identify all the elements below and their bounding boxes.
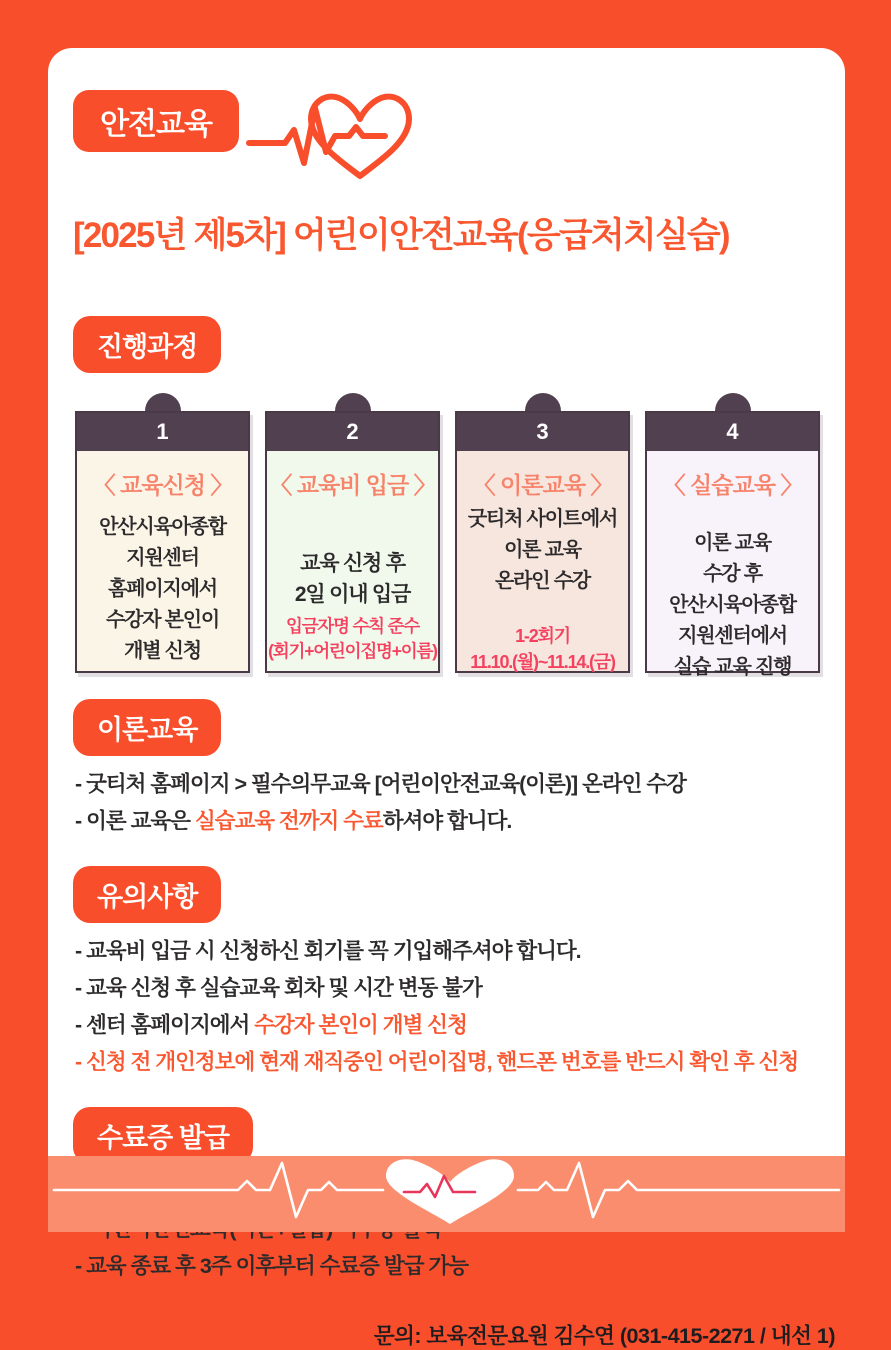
process-step-card-4 (645, 393, 820, 678)
category-badge: 안전교육 (73, 90, 239, 152)
step-title: 〈 이론교육 〉 (472, 472, 613, 498)
step-body: 이론 교육 수강 후 안산시육아종합 지원센터에서 실습 교육 진행 (669, 532, 796, 678)
step-body: 굿티처 사이트에서 이론 교육 온라인 수강 (467, 508, 618, 592)
step-body: 안산시육아종합 지원센터 홈페이지에서 수강자 본인이 개별 신청 (99, 516, 226, 662)
section-badge-theory: 이론교육 (73, 699, 221, 756)
step-number: 2 (267, 413, 438, 451)
step-number: 4 (647, 413, 818, 451)
process-steps (75, 393, 820, 678)
bullet-line: - 이론 교육은 실습교육 전까지 수료하셔야 합니다. (75, 809, 512, 833)
contact-info: 문의: 보육전문요원 김수연 (031-415-2271 / 내선 1) (373, 1324, 835, 1348)
heartbeat-heart-icon (247, 90, 417, 188)
step-body: 교육 신청 후 2일 이내 입금 (294, 552, 411, 606)
bullet-line: - 교육 신청 후 실습교육 회차 및 시간 변동 불가 (75, 976, 482, 1000)
bullet-line: - 교육비 입금 시 신청하신 회기를 꼭 기입해주셔야 합니다. (75, 939, 581, 963)
process-step-card-3 (455, 393, 630, 673)
process-step-card-2 (265, 393, 440, 673)
ekg-heart-band (48, 1156, 845, 1232)
step-title: 〈 교육신청 〉 (92, 472, 233, 498)
bullet-line: - 굿티처 홈페이지 > 필수의무교육 [어린이안전교육(이론)] 온라인 수강 (75, 772, 686, 796)
bullet-line: - 센터 홈페이지에서 수강자 본인이 개별 신청 (75, 1013, 467, 1037)
poster-title: [2025년 제5차] 어린이안전교육(응급처치실습) (73, 216, 729, 255)
bullet-line: - 교육 종료 후 3주 이후부터 수료증 발급 가능 (75, 1254, 468, 1278)
process-step-card-1 (75, 393, 250, 673)
step-title: 〈 실습교육 〉 (662, 472, 803, 498)
section-badge-notice: 유의사항 (73, 866, 221, 923)
step-number: 1 (77, 413, 248, 451)
bullet-line: - 신청 전 개인정보에 현재 재직중인 어린이집명, 핸드폰 번호를 반드시 확인 후 신청 (75, 1050, 799, 1074)
step-number: 3 (457, 413, 628, 451)
theory-education-section (48, 699, 845, 840)
process-badge: 진행과정 (73, 316, 221, 373)
step-accent-schedule: 1-2회기 11.10.(월)~11.14.(금) (470, 626, 615, 672)
step-accent-note: 입금자명 수칙 준수 (회기+어린이집명+이름) (268, 616, 437, 661)
step-title: 〈 교육비 입금 〉 (269, 472, 436, 498)
process-section (48, 316, 845, 373)
brand-row (73, 90, 845, 182)
notice-section (48, 866, 845, 1081)
poster-panel (48, 48, 845, 1348)
section-badge-certificate: 수료증 발급 (73, 1107, 253, 1164)
